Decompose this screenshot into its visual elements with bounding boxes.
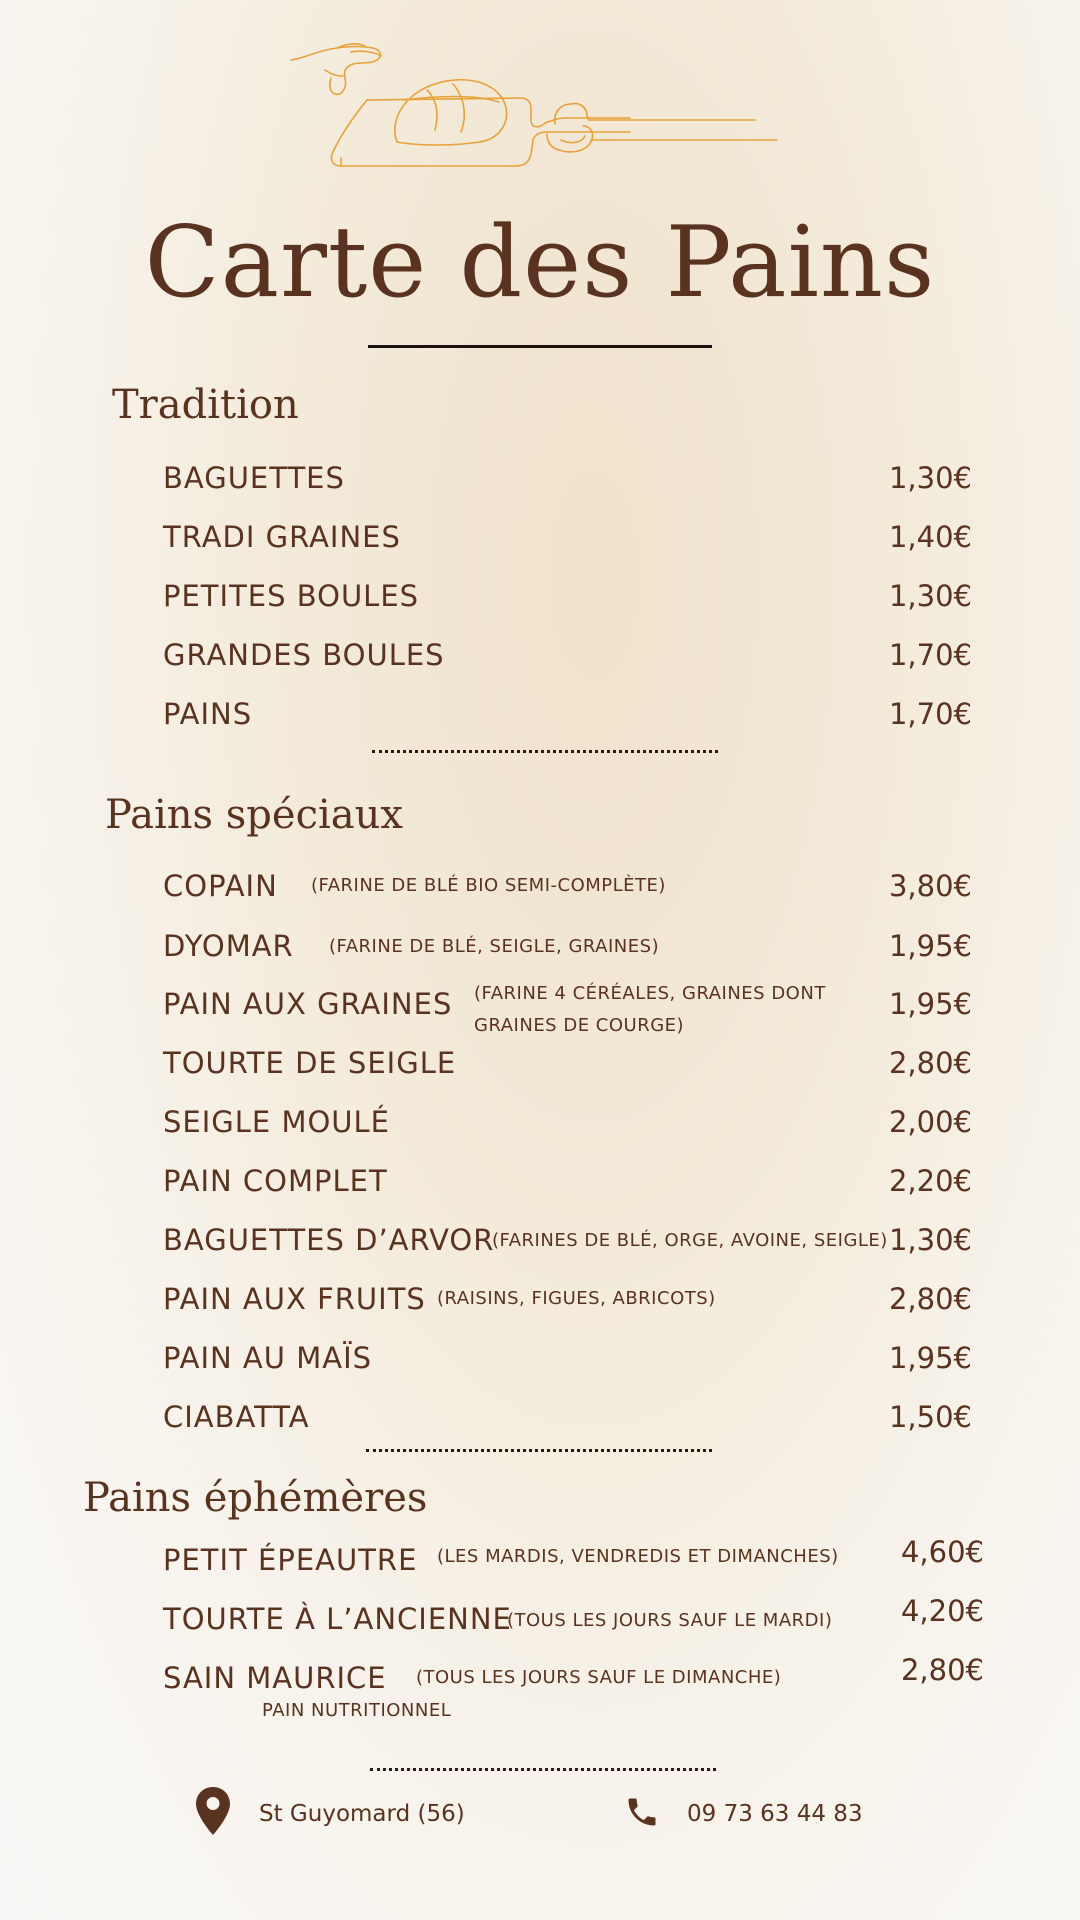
item-description: (FARINE DE BLÉ, SEIGLE, GRAINES) xyxy=(329,936,660,957)
item-description: (TOUS LES JOURS SAUF LE MARDI) xyxy=(507,1610,833,1631)
item-price: 2,80€ xyxy=(900,1653,984,1687)
item-name: PETITES BOULES xyxy=(163,579,420,613)
item-name: BAGUETTES D’ARVOR xyxy=(163,1223,495,1257)
phone-icon xyxy=(624,1794,660,1830)
item-description: (FARINE DE BLÉ BIO SEMI-COMPLÈTE) xyxy=(311,875,666,896)
item-name: PAIN COMPLET xyxy=(163,1164,388,1198)
item-price: 1,40€ xyxy=(888,520,972,554)
item-note: PAIN NUTRITIONNEL xyxy=(262,1700,452,1721)
right-hand-icon xyxy=(547,104,777,152)
item-price: 1,30€ xyxy=(888,461,972,495)
item-description: (LES MARDIS, VENDREDIS ET DIMANCHES) xyxy=(437,1546,839,1567)
item-name: DYOMAR xyxy=(163,929,294,963)
page-title: Carte des Pains xyxy=(144,206,936,320)
dotted-divider xyxy=(366,1449,712,1452)
item-name: TRADI GRAINES xyxy=(163,520,401,554)
item-price: 4,20€ xyxy=(900,1594,984,1628)
phone-number[interactable]: 09 73 63 44 83 xyxy=(687,1801,863,1827)
item-description: (FARINES DE BLÉ, ORGE, AVOINE, SEIGLE) xyxy=(492,1230,888,1251)
item-price: 1,70€ xyxy=(888,697,972,731)
item-name: COPAIN xyxy=(163,869,278,903)
item-name: BAGUETTES xyxy=(163,461,345,495)
left-hand-icon xyxy=(291,44,381,94)
item-price: 3,80€ xyxy=(888,869,972,903)
item-price: 1,30€ xyxy=(888,579,972,613)
item-price: 2,80€ xyxy=(888,1282,972,1316)
item-price: 4,60€ xyxy=(900,1535,984,1569)
item-name: PETIT ÉPEAUTRE xyxy=(163,1543,418,1577)
dotted-divider xyxy=(372,750,718,753)
item-description: (RAISINS, FIGUES, ABRICOTS) xyxy=(437,1288,716,1309)
item-name: GRANDES BOULES xyxy=(163,638,445,672)
bread-loaf-icon xyxy=(395,80,507,145)
item-name: SEIGLE MOULÉ xyxy=(163,1105,391,1139)
location-text: St Guyomard (56) xyxy=(259,1801,465,1827)
item-price: 2,20€ xyxy=(888,1164,972,1198)
item-name: PAIN AU MAÏS xyxy=(163,1341,373,1375)
item-description-line-2: GRAINES DE COURGE) xyxy=(474,1015,685,1036)
item-name: PAINS xyxy=(163,697,253,731)
item-price: 1,30€ xyxy=(888,1223,972,1257)
section-heading-pains-ephemeres: Pains éphémères xyxy=(83,1475,428,1521)
item-name: TOURTE DE SEIGLE xyxy=(163,1046,457,1080)
title-underline xyxy=(368,345,712,348)
dotted-divider xyxy=(370,1768,716,1771)
item-name: PAIN AUX GRAINES xyxy=(163,987,453,1021)
item-description: (TOUS LES JOURS SAUF LE DIMANCHE) xyxy=(416,1667,782,1688)
section-heading-tradition: Tradition xyxy=(112,382,299,428)
item-price: 1,95€ xyxy=(888,929,972,963)
item-name: SAIN MAURICE xyxy=(163,1661,387,1695)
bread-peel-illustration xyxy=(285,42,785,177)
item-description-line-1: (FARINE 4 CÉRÉALES, GRAINES DONT xyxy=(474,983,826,1004)
section-heading-pains-speciaux: Pains spéciaux xyxy=(105,792,403,838)
item-name: PAIN AUX FRUITS xyxy=(163,1282,426,1316)
item-price: 1,50€ xyxy=(888,1400,972,1434)
item-name: CIABATTA xyxy=(163,1400,310,1434)
item-price: 1,95€ xyxy=(888,1341,972,1375)
map-pin-icon xyxy=(195,1786,231,1836)
item-price: 2,80€ xyxy=(888,1046,972,1080)
item-price: 1,95€ xyxy=(888,987,972,1021)
item-name: TOURTE À L’ANCIENNE xyxy=(163,1602,512,1636)
item-price: 2,00€ xyxy=(888,1105,972,1139)
item-price: 1,70€ xyxy=(888,638,972,672)
